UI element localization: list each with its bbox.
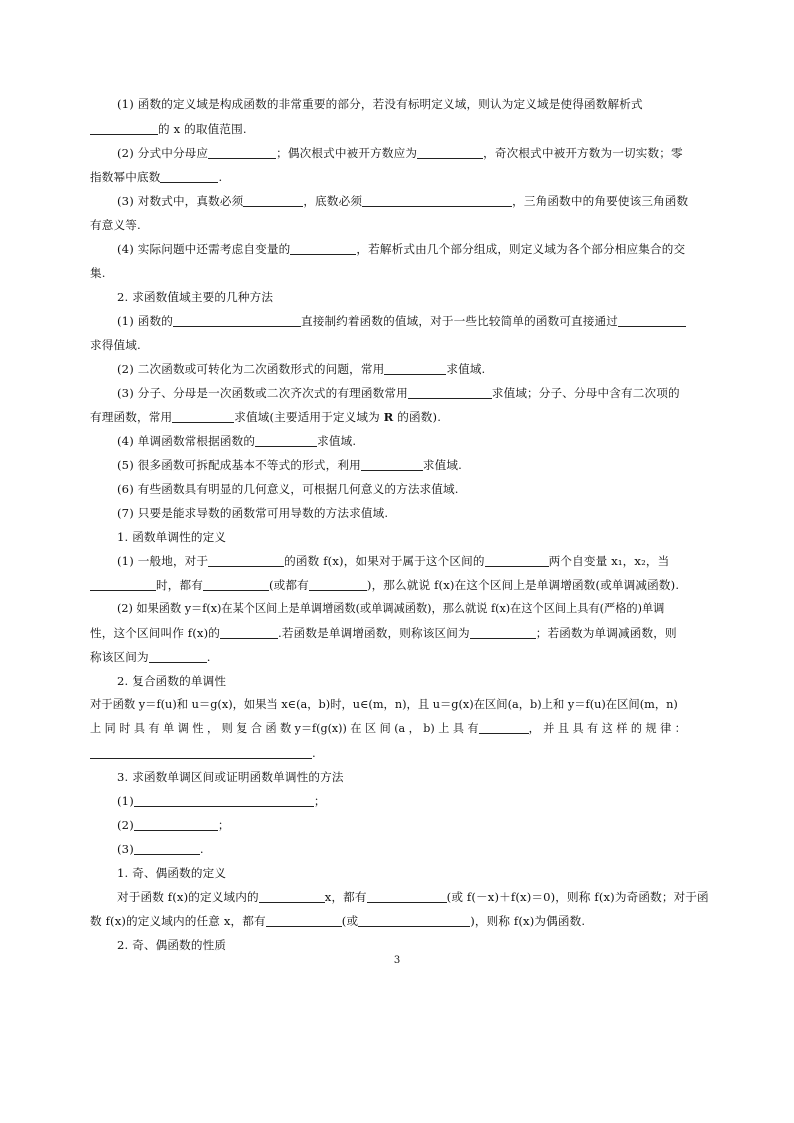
text: ； <box>313 794 326 808</box>
range-item-6 <box>117 481 705 497</box>
monotonic-item-1-line-1 <box>117 553 705 569</box>
domain-item-1-line-2 <box>90 121 705 137</box>
text: )，那么就说 f(x)在这个区间上是单调增函数(或单调减函数). <box>366 578 680 592</box>
domain-item-3-line-2 <box>90 217 705 233</box>
blank[interactable] <box>408 386 492 399</box>
range-item-3-line-1 <box>117 385 705 401</box>
text: (2) 分式中分母应 <box>117 146 209 160</box>
text: (3) 分子、分母是一次函数或二次齐次式的有理函数常用 <box>117 386 408 400</box>
blank[interactable] <box>90 578 156 591</box>
range-item-7 <box>117 505 705 521</box>
domain-item-2-line-1 <box>117 145 705 161</box>
text: . <box>206 650 211 664</box>
range-heading <box>117 289 705 305</box>
text: 性，这个区间叫作 f(x)的 <box>90 626 221 640</box>
text: 求值域. <box>446 362 486 376</box>
monotonic-item-2-line-3 <box>90 649 705 665</box>
text: 2. 求函数值域主要的几种方法 <box>117 290 274 304</box>
monotonic-item-2-line-2 <box>90 625 705 641</box>
blank[interactable] <box>358 914 470 927</box>
blank[interactable] <box>362 194 512 207</box>
text: 上 同 时 具 有 单 调 性 ， 则 复 合 函 数 y＝f(g(x)) 在 区 间 (a ， b) 上 具 有 <box>90 722 479 735</box>
text: 2. 复合函数的单调性 <box>117 674 227 688</box>
blank[interactable] <box>290 242 356 255</box>
composite-heading <box>117 673 705 689</box>
composite-line-1 <box>90 697 705 713</box>
domain-item-4-line-2 <box>90 265 705 281</box>
text: 求值域. <box>317 434 357 448</box>
text: (1) 函数的 <box>117 314 173 328</box>
blank[interactable] <box>208 146 276 159</box>
blank[interactable] <box>470 626 536 639</box>
text: 称该区间为 <box>90 650 149 664</box>
text: 2. 奇、偶函数的性质 <box>117 938 227 952</box>
text: ； <box>217 818 230 832</box>
range-item-2 <box>117 361 705 377</box>
text: 有理函数，常用 <box>90 410 173 424</box>
monotonic-item-2-line-1 <box>117 601 705 617</box>
text: x，都有 <box>324 890 367 904</box>
blank[interactable] <box>203 578 269 591</box>
text: (7) 只要是能求导数的函数常可用导数的方法求值域. <box>117 506 389 520</box>
text: 两个自变量 x₁，x₂，当 <box>548 554 670 568</box>
methods-item-2 <box>117 817 705 833</box>
text: ；若函数为单调减函数，则 <box>535 626 677 640</box>
text: 3. 求函数单调区间或证明函数单调性的方法 <box>117 770 344 784</box>
monotonic-item-1-line-2 <box>90 577 705 593</box>
text: (或 <box>341 914 359 928</box>
blank[interactable] <box>485 554 549 567</box>
methods-heading <box>117 769 705 785</box>
real-set-symbol: R <box>383 410 394 424</box>
blank[interactable] <box>266 914 342 927</box>
text: 求值域；分子、分母中含有二次项的 <box>491 386 680 400</box>
composite-line-3 <box>90 745 705 761</box>
text: 的 x 的取值范围. <box>158 122 247 136</box>
methods-item-1 <box>117 793 705 809</box>
odd-even-line-2 <box>90 913 705 929</box>
blank[interactable] <box>149 650 207 663</box>
odd-even-props-heading <box>117 937 705 953</box>
text: 1. 函数单调性的定义 <box>117 530 227 544</box>
text: (3) <box>117 842 134 856</box>
text: (2) 二次函数或可转化为二次函数形式的问题，常用 <box>117 362 385 376</box>
blank[interactable] <box>417 146 483 159</box>
text: 的函数). <box>393 410 442 424</box>
text: (4) 单调函数常根据函数的 <box>117 434 256 448</box>
blank[interactable] <box>134 794 314 807</box>
text: 对于函数 f(x)的定义域内的 <box>117 890 259 904</box>
text: (1) 函数的定义域是构成函数的非常重要的部分，若没有标明定义域，则认为定义域是使得函数解析式 <box>117 97 643 111</box>
text: (4) 实际问题中还需考虑自变量的 <box>117 242 291 256</box>
blank[interactable] <box>243 194 303 207</box>
text: 1. 奇、偶函数的定义 <box>117 866 227 880</box>
blank[interactable] <box>134 842 200 855</box>
text: 数 f(x)的定义域内的任意 x，都有 <box>90 914 266 928</box>
domain-item-2-line-2 <box>90 169 705 185</box>
text: 有意义等. <box>90 218 141 232</box>
blank[interactable] <box>259 890 325 903</box>
range-item-4 <box>117 433 705 449</box>
text: 求值域. <box>422 458 462 472</box>
domain-item-4-line-1 <box>117 241 705 257</box>
text: )，则称 f(x)为偶函数. <box>470 914 586 928</box>
text: . <box>312 746 316 760</box>
blank[interactable] <box>618 314 686 327</box>
blank[interactable] <box>90 746 312 759</box>
blank[interactable] <box>134 818 218 831</box>
text: (3) 对数式中，真数必须 <box>117 194 244 208</box>
text: (1) 一般地，对于 <box>117 554 209 568</box>
text: 对于函数 y＝f(u)和 u＝g(x)，如果当 x∈(a，b)时，u∈(m，n)，且 u＝g(x)在区间(a，b)上和 y＝f(u)在区间(m，n) <box>90 698 678 711</box>
text: 时，都有 <box>156 578 203 592</box>
odd-even-line-1 <box>117 889 709 905</box>
blank[interactable] <box>90 122 158 135</box>
text: (2) 如果函数 y＝f(x)在某个区间上是单调增函数(或单调减函数)，那么就说 f(x)在这个区间上具有(严格的)单调 <box>117 602 665 615</box>
blank[interactable] <box>208 554 284 567</box>
text: (2) <box>117 818 134 832</box>
blank[interactable] <box>160 170 218 183</box>
text: . <box>218 170 223 184</box>
range-item-3-line-2 <box>90 409 705 425</box>
domain-item-3-line-1 <box>117 193 705 209</box>
blank[interactable] <box>309 578 367 591</box>
blank[interactable] <box>173 314 301 327</box>
text: 直接制约着函数的值域，对于一些比较简单的函数可直接通过 <box>300 314 619 328</box>
domain-item-1-line-1 <box>117 96 705 112</box>
blank[interactable] <box>479 721 529 734</box>
blank[interactable] <box>220 626 278 639</box>
text: . <box>199 842 204 856</box>
monotonic-heading <box>117 529 705 545</box>
composite-line-2 <box>90 721 705 737</box>
range-item-1-line-1 <box>117 313 705 329</box>
text: 的函数 f(x)，如果对于属于这个区间的 <box>284 554 485 568</box>
text: 指数幂中底数 <box>90 170 161 184</box>
blank[interactable] <box>361 458 423 471</box>
blank[interactable] <box>172 410 234 423</box>
text: (或 f(－x)＋f(x)＝0)，则称 f(x)为奇函数；对于函 <box>446 890 709 904</box>
text: ，奇次根式中被开方数为一切实数；零 <box>483 146 683 160</box>
text: (或都有 <box>268 578 309 592</box>
text: (1) <box>117 794 134 808</box>
text: ；偶次根式中被开方数应为 <box>276 146 418 160</box>
text: 求得值域. <box>90 338 141 352</box>
text: ， 并 且 具 有 这 样 的 规 律 ： <box>528 722 686 735</box>
methods-item-3 <box>117 841 705 857</box>
blank[interactable] <box>255 434 317 447</box>
text: 求值域(主要适用于定义域为 <box>234 410 384 424</box>
text: 集. <box>90 266 106 280</box>
range-item-5 <box>117 457 705 473</box>
text: ，三角函数中的角要使该三角函数 <box>512 194 689 208</box>
text: ，底数必须 <box>303 194 363 208</box>
odd-even-heading <box>117 865 705 881</box>
text: ，若解析式由几个部分组成，则定义域为各个部分相应集合的交 <box>356 242 686 256</box>
page-number: 3 <box>393 955 401 966</box>
blank[interactable] <box>384 362 446 375</box>
blank[interactable] <box>367 890 447 903</box>
text: (5) 很多函数可拆配成基本不等式的形式，利用 <box>117 458 361 472</box>
text: (6) 有些函数具有明显的几何意义，可根据几何意义的方法求值域. <box>117 482 459 496</box>
range-item-1-line-2 <box>90 337 705 353</box>
text: .若函数是单调增函数，则称该区间为 <box>278 626 470 640</box>
